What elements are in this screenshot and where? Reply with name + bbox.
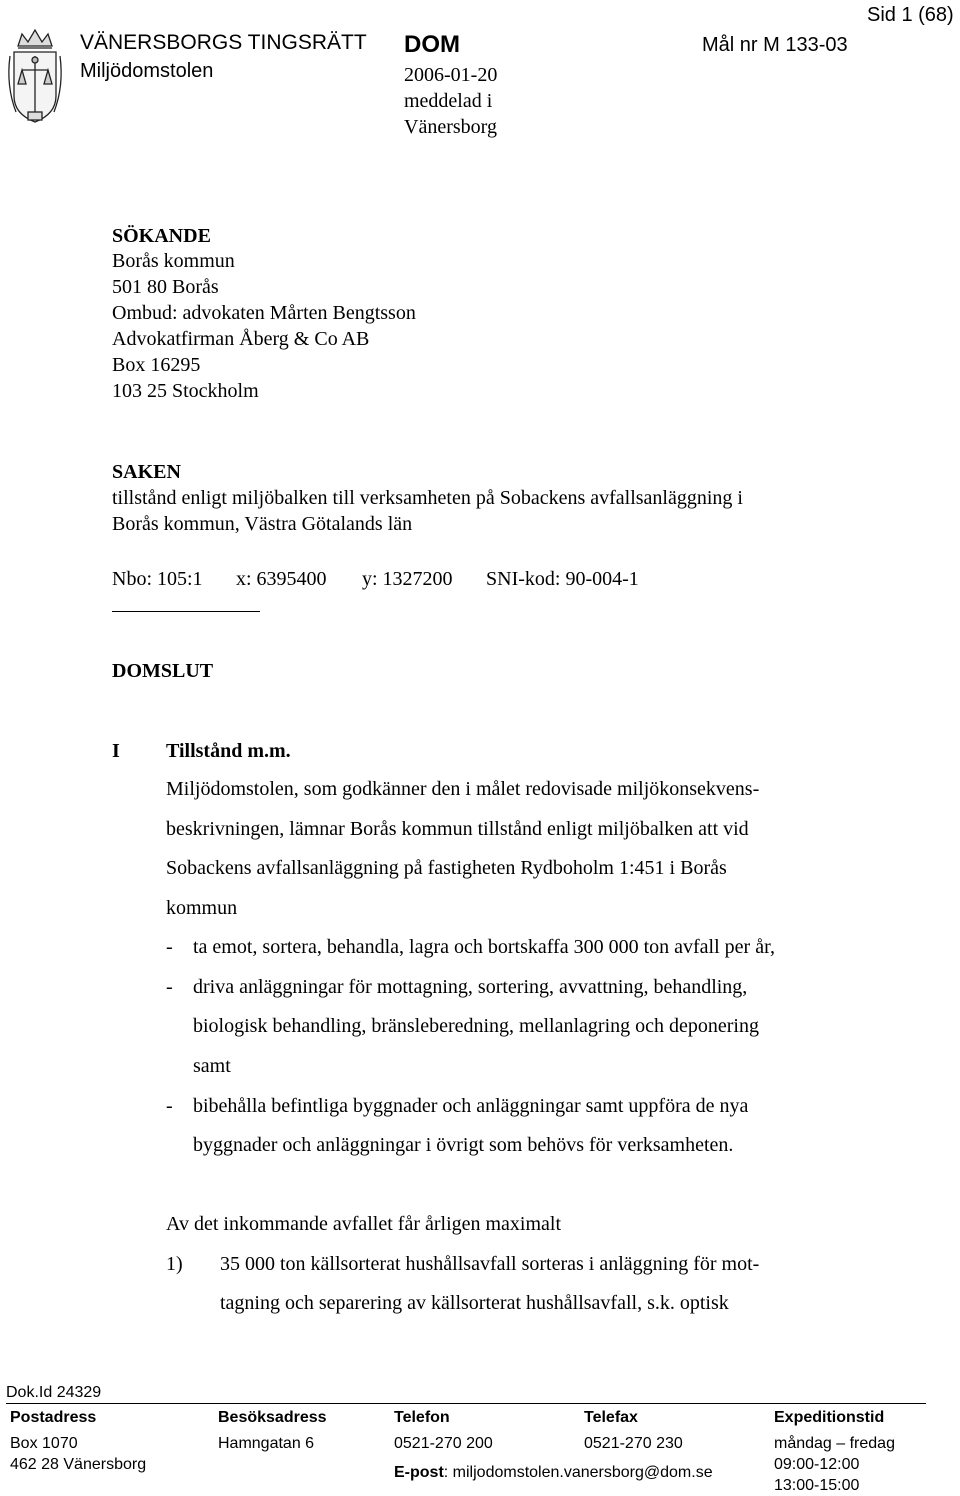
footer-email[interactable] — [394, 1463, 713, 1483]
matter-line: tillstånd enligt miljöbalken till verksamheten på Sobackens avfallsanläggning i — [112, 487, 743, 509]
footer-label-fax: Telefax — [584, 1409, 638, 1426]
applicant-line: 103 25 Stockholm — [112, 380, 259, 402]
footer-visit-address: Hamngatan 6 — [218, 1435, 315, 1452]
applicant-line: Box 16295 — [112, 354, 201, 376]
paragraph-line: Miljödomstolen, som godkänner den i målet redovisade miljökonsekvens- — [166, 778, 760, 800]
paragraph-line: Sobackens avfallsanläggning på fastigheten Rydboholm 1:451 i Borås — [166, 857, 727, 879]
footer-email-label: E-post — [394, 1464, 444, 1481]
footer-label-visit: Besöksadress — [218, 1409, 327, 1426]
bullet-line: bibehålla befintliga byggnader och anläggningar samt uppföra de nya — [193, 1095, 749, 1117]
court-name: VÄNERSBORGS TINGSRÄTT — [80, 31, 367, 54]
matter-heading: SAKEN — [112, 461, 181, 483]
y-coordinate: y: 1327200 — [362, 568, 453, 590]
footer-label-phone: Telefon — [394, 1409, 450, 1426]
bullet-line: ta emot, sortera, behandla, lagra och bortskaffa 300 000 ton avfall per år, — [193, 936, 775, 958]
document-id: Dok.Id 24329 — [6, 1384, 102, 1401]
issued-line-1: meddelad i — [404, 90, 493, 112]
item-number: 1) — [166, 1253, 183, 1275]
bullet-dash: - — [166, 976, 173, 998]
paragraph-line: beskrivningen, lämnar Borås kommun tillstånd enligt miljöbalken att vid — [166, 818, 749, 840]
item-line: 35 000 ton källsorterat hushållsavfall sorteras i anläggning för mot- — [220, 1253, 760, 1275]
bullet-dash: - — [166, 1095, 173, 1117]
bullet-line: samt — [193, 1055, 231, 1077]
bullet-line: biologisk behandling, bränsleberedning, mellanlagring och deponering — [193, 1015, 759, 1037]
bullet-line: byggnader och anläggningar i övrigt som behövs för verksamheten. — [193, 1134, 734, 1156]
footer-hours-line: måndag – fredag — [774, 1435, 895, 1452]
intro-line: Av det inkommande avfallet får årligen maximalt — [166, 1213, 562, 1235]
footer-email-address: : miljodomstolen.vanersborg@dom.se — [443, 1464, 713, 1481]
section-title: Tillstånd m.m. — [166, 740, 291, 762]
footer-hours-line: 13:00-15:00 — [774, 1477, 860, 1494]
sni-code: SNI-kod: 90-004-1 — [486, 568, 639, 590]
footer-postal-line: 462 28 Vänersborg — [10, 1456, 147, 1473]
issued-line-2: Vänersborg — [404, 116, 497, 138]
bullet-dash: - — [166, 936, 173, 958]
bullet-line: driva anläggningar för mottagning, sortering, avvattning, behandling, — [193, 976, 748, 998]
paragraph-line: kommun — [166, 897, 238, 919]
verdict-heading: DOMSLUT — [112, 660, 214, 682]
property-code: Nbo: 105:1 — [112, 568, 203, 590]
footer-hours-line: 09:00-12:00 — [774, 1456, 860, 1473]
footer-phone: 0521-270 200 — [394, 1435, 493, 1452]
court-crest-logo — [4, 26, 66, 130]
matter-block — [112, 485, 743, 537]
applicant-heading: SÖKANDE — [112, 225, 211, 247]
document-date: 2006-01-20 — [404, 64, 498, 86]
court-division: Miljödomstolen — [80, 60, 214, 82]
case-number: Mål nr M 133-03 — [702, 34, 848, 56]
matter-line: Borås kommun, Västra Götalands län — [112, 513, 413, 535]
applicant-line: Advokatfirman Åberg & Co AB — [112, 328, 370, 350]
footer-fax: 0521-270 230 — [584, 1435, 683, 1452]
applicant-line: 501 80 Borås — [112, 276, 219, 298]
footer-rule — [6, 1403, 926, 1404]
footer-label-postal: Postadress — [10, 1409, 97, 1426]
applicant-line: Ombud: advokaten Mårten Bengtsson — [112, 302, 416, 324]
footer-postal-line: Box 1070 — [10, 1435, 78, 1452]
section-number: I — [112, 740, 120, 762]
applicant-line: Borås kommun — [112, 250, 235, 272]
item-line: tagning och separering av källsorterat hushållsavfall, s.k. optisk — [220, 1292, 729, 1314]
document-type: DOM — [404, 31, 460, 58]
page-number: Sid 1 (68) — [867, 4, 954, 26]
applicant-block — [112, 248, 416, 404]
section-divider — [112, 611, 260, 612]
footer-label-hours: Expeditionstid — [774, 1409, 885, 1426]
x-coordinate: x: 6395400 — [236, 568, 327, 590]
